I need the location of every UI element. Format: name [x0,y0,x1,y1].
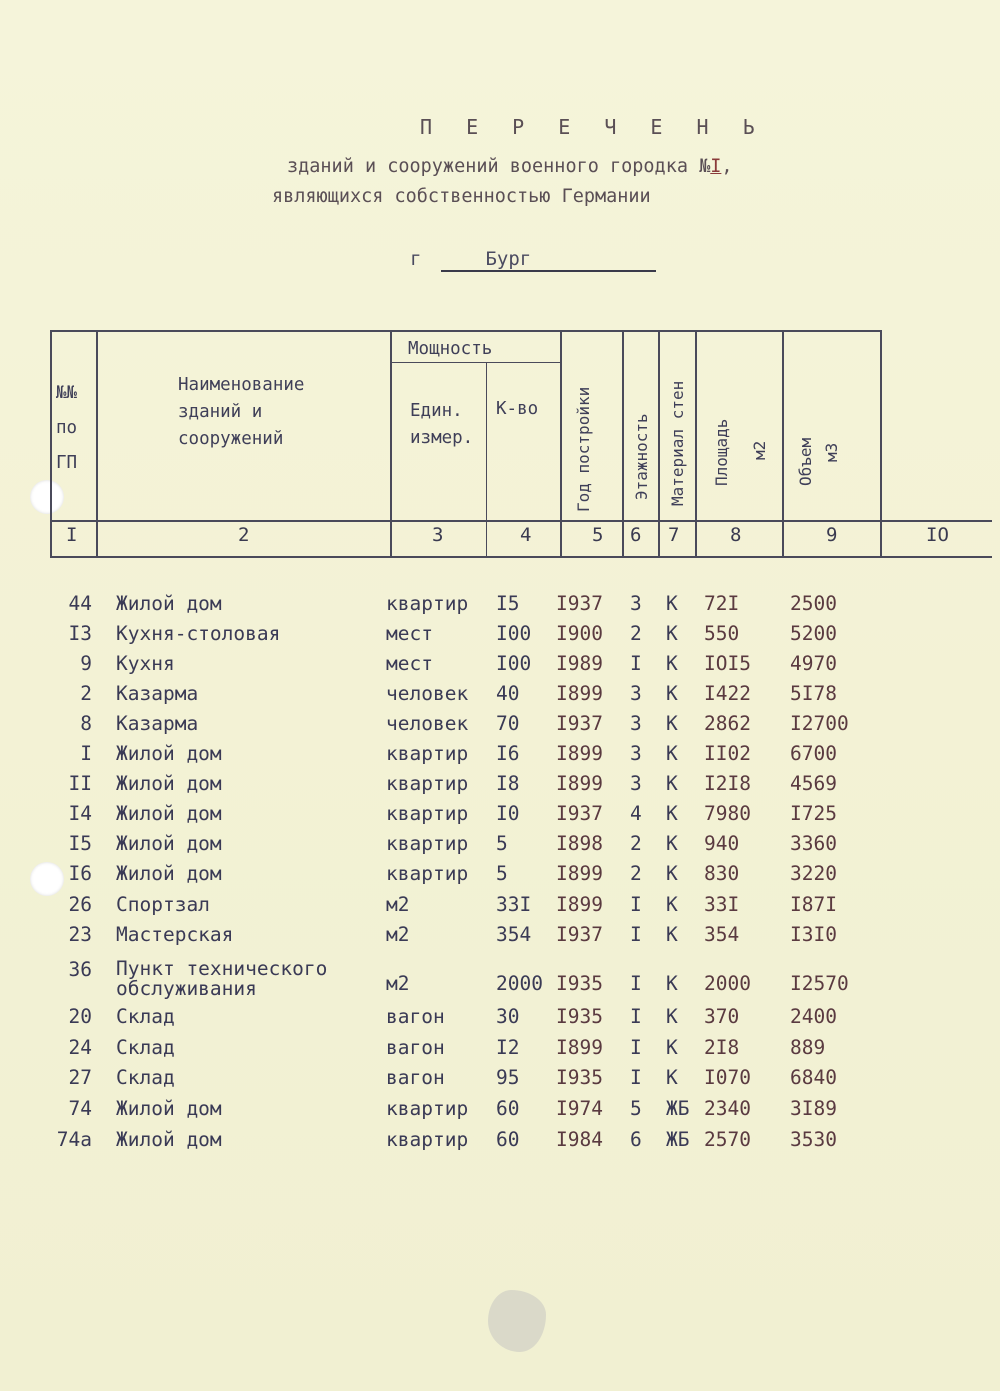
row-area: I070 [704,1066,751,1089]
punch-hole [30,480,64,514]
row-qty: 30 [496,1005,520,1028]
row-volume: 6840 [790,1066,837,1089]
row-material: К [666,622,678,645]
col-border [782,330,784,558]
row-area: 354 [704,923,740,946]
row-number: 2 [80,682,92,705]
column-number: 5 [592,524,604,546]
row-name: Склад [116,1005,175,1028]
row-floors: 4 [630,802,642,825]
row-qty: 5 [496,862,508,885]
row-name: Жилой дом [116,1128,222,1151]
row-qty: I0 [496,802,520,825]
header-year: Год постройки [574,386,593,512]
row-year: I899 [556,893,603,916]
header-col2-line: зданий и [178,402,263,423]
row-area: 830 [704,862,740,885]
header-col2-line: сооружений [178,429,284,450]
row-floors: I [630,652,642,675]
town-number: I [710,156,722,177]
row-area: 370 [704,1005,740,1028]
row-name: Склад [116,1036,175,1059]
row-number: 8 [80,712,92,735]
row-material: К [666,862,678,885]
col-border [96,330,98,558]
row-name-line: Пункт технического [116,957,328,980]
row-name: Казарма [116,712,199,735]
row-year: I989 [556,652,603,675]
column-number: I [66,524,78,546]
row-area: 2340 [704,1097,751,1120]
row-volume: 4569 [790,772,837,795]
table-row [0,652,1000,682]
table-row [0,893,1000,923]
subtitle-text: зданий и сооружений военного городка № [287,156,711,177]
row-floors: I [630,923,642,946]
row-floors: 2 [630,862,642,885]
row-year: I935 [556,1005,603,1028]
row-floors: I [630,972,642,995]
row-material: К [666,712,678,735]
column-number: 4 [520,524,532,546]
row-volume: 4970 [790,652,837,675]
row-material: К [666,832,678,855]
row-material: К [666,1066,678,1089]
row-material: К [666,742,678,765]
table-row [0,712,1000,742]
row-material: К [666,802,678,825]
row-number: 36 [68,958,92,981]
table-row [0,682,1000,712]
row-number: 74 [68,1097,92,1120]
table-row [0,802,1000,832]
col-border [560,330,562,558]
city-name: Бург [441,248,656,272]
row-unit: вагон [386,1066,445,1089]
table-row [0,622,1000,652]
header-unit-line: измер. [410,428,474,449]
row-qty: 5 [496,832,508,855]
row-qty: 95 [496,1066,520,1089]
row-floors: I [630,1005,642,1028]
row-area: 940 [704,832,740,855]
row-volume: 2500 [790,592,837,615]
row-volume: I3I0 [790,923,837,946]
column-number: 9 [826,524,838,546]
row-year: I935 [556,972,603,995]
col-border [486,362,487,558]
row-floors: 3 [630,772,642,795]
row-qty: 70 [496,712,520,735]
header-col2-line: Наименование [178,375,305,395]
row-floors: 2 [630,832,642,855]
row-qty: 60 [496,1128,520,1151]
row-unit: квартир [386,1097,469,1120]
row-number: 9 [80,652,92,675]
paper-damage-mark [488,1290,546,1352]
table-row [0,923,1000,953]
row-volume: 889 [790,1036,826,1059]
row-qty: 40 [496,682,520,705]
row-name: Жилой дом [116,832,222,855]
header-col1-line: ГП [56,453,78,473]
row-volume: 6700 [790,742,837,765]
row-floors: 3 [630,742,642,765]
row-unit: квартир [386,742,469,765]
row-unit: квартир [386,772,469,795]
row-unit: м2 [386,893,410,916]
row-area: 33I [704,893,740,916]
row-qty: I2 [496,1036,520,1059]
row-area: 2000 [704,972,751,995]
row-name: Жилой дом [116,802,222,825]
row-name: Мастерская [116,923,234,946]
row-unit: вагон [386,1036,445,1059]
col-border [658,330,660,558]
row-area: 550 [704,622,740,645]
row-year: I899 [556,742,603,765]
row-number: 23 [68,923,92,946]
column-number: 2 [238,524,250,546]
row-floors: I [630,893,642,916]
row-name-line: обслуживания [116,977,257,1000]
header-volume: Объем [796,437,815,486]
row-material: К [666,682,678,705]
row-area: 72I [704,592,740,615]
header-col1 [56,376,77,481]
row-floors: 5 [630,1097,642,1120]
col-border [622,330,624,558]
row-qty: I5 [496,592,520,615]
table-row [0,832,1000,862]
row-area: I2I8 [704,772,751,795]
row-qty: 33I [496,893,532,916]
table-row [0,742,1000,772]
row-qty: I00 [496,652,532,675]
row-material: К [666,1005,678,1028]
row-material: К [666,893,678,916]
row-number: I4 [68,802,92,825]
column-number: 8 [730,524,742,546]
table-row [0,772,1000,802]
row-year: I937 [556,802,603,825]
row-material: К [666,772,678,795]
table-row [0,592,1000,622]
table-row [0,1036,1000,1066]
table-row [0,1097,1000,1127]
row-unit: человек [386,712,469,735]
document-title: П Е Р Е Ч Е Н Ь [420,115,766,139]
header-unit-line: Един. [410,401,463,421]
row-qty: 60 [496,1097,520,1120]
col-border [880,330,882,558]
city-line [410,248,656,272]
row-area: II02 [704,742,751,765]
row-unit: мест [386,622,433,645]
header-volume-unit: м3 [822,442,841,462]
row-number: 44 [68,592,92,615]
header-capacity: Мощность [408,339,493,359]
header-area: Площадь [712,418,731,486]
row-number: I5 [68,832,92,855]
row-unit: квартир [386,592,469,615]
table-row [0,1066,1000,1096]
row-year: I974 [556,1097,603,1120]
header-unit [410,398,473,452]
row-volume: 3530 [790,1128,837,1151]
row-floors: 3 [630,682,642,705]
row-year: I935 [556,1066,603,1089]
table-row [0,957,1000,1002]
subtitle-punct: , [721,156,733,177]
row-volume: 3220 [790,862,837,885]
row-name: Жилой дом [116,772,222,795]
column-number: 7 [668,524,680,546]
row-name: Жилой дом [116,862,222,885]
header-floors: Этажность [632,413,651,500]
row-number: 74а [56,1128,92,1151]
row-name: Склад [116,1066,175,1089]
row-material: К [666,592,678,615]
row-material: К [666,1036,678,1059]
row-floors: I [630,1066,642,1089]
row-floors: 3 [630,712,642,735]
col-border [695,330,697,558]
row-material: ЖБ [666,1128,690,1151]
header-top-border [50,330,880,332]
row-year: I898 [556,832,603,855]
row-name: Кухня [116,652,175,675]
row-year: I984 [556,1128,603,1151]
header-bottom-border [50,556,992,558]
row-year: I899 [556,772,603,795]
row-number: 24 [68,1036,92,1059]
row-floors: 3 [630,592,642,615]
row-volume: 3I89 [790,1097,837,1120]
row-unit: мест [386,652,433,675]
row-number: II [68,772,92,795]
row-volume: 5200 [790,622,837,645]
row-number: I [80,742,92,765]
row-name: Кухня-столовая [116,622,281,645]
row-volume: 3360 [790,832,837,855]
col-border [50,330,52,558]
column-number: IO [926,524,949,546]
row-floors: I [630,1036,642,1059]
header-qty: К-во [496,399,539,419]
row-area: 2I8 [704,1036,740,1059]
row-number: 20 [68,1005,92,1028]
row-year: I937 [556,592,603,615]
row-unit: квартир [386,832,469,855]
row-year: I899 [556,682,603,705]
row-material: К [666,923,678,946]
row-material: ЖБ [666,1097,690,1120]
row-year: I899 [556,862,603,885]
row-volume: I725 [790,802,837,825]
row-number: 27 [68,1066,92,1089]
column-number: 3 [432,524,444,546]
row-material: К [666,652,678,675]
header-col2 [178,372,304,453]
row-number: 26 [68,893,92,916]
column-number: 6 [630,524,642,546]
row-volume: I2700 [790,712,849,735]
row-name: Жилой дом [116,742,222,765]
row-volume: 5I78 [790,682,837,705]
row-area: IOI5 [704,652,751,675]
row-area: 2862 [704,712,751,735]
row-unit: вагон [386,1005,445,1028]
row-number: I6 [68,862,92,885]
row-unit: м2 [386,923,410,946]
row-floors: 2 [630,622,642,645]
header-material: Материал стен [668,380,687,506]
document-subtitle [287,156,733,177]
row-unit: м2 [386,972,410,995]
row-unit: квартир [386,862,469,885]
table-row [0,1128,1000,1158]
row-unit: квартир [386,1128,469,1151]
row-volume: I2570 [790,972,849,995]
row-qty: 2000 [496,972,543,995]
row-qty: I00 [496,622,532,645]
city-prefix: г [410,248,422,270]
header-mid-border [50,520,992,522]
row-unit: человек [386,682,469,705]
row-volume: 2400 [790,1005,837,1028]
row-year: I937 [556,923,603,946]
row-material: К [666,972,678,995]
row-name: Казарма [116,682,199,705]
row-volume: I87I [790,893,837,916]
header-col1-line: №№ [56,383,78,403]
row-year: I937 [556,712,603,735]
header-col1-line: по [56,418,78,438]
col-border [390,330,392,558]
document-subtitle-2: являющихся собственностью Германии [272,186,651,207]
header-area-unit: м2 [750,440,769,460]
row-number: I3 [68,622,92,645]
row-name [116,959,327,999]
row-area: 2570 [704,1128,751,1151]
row-qty: I6 [496,742,520,765]
row-qty: I8 [496,772,520,795]
row-qty: 354 [496,923,532,946]
row-year: I900 [556,622,603,645]
table-row [0,1005,1000,1035]
row-area: 7980 [704,802,751,825]
table-row [0,862,1000,892]
row-floors: 6 [630,1128,642,1151]
row-unit: квартир [386,802,469,825]
row-year: I899 [556,1036,603,1059]
row-name: Жилой дом [116,1097,222,1120]
row-area: I422 [704,682,751,705]
row-name: Жилой дом [116,592,222,615]
row-name: Спортзал [116,893,210,916]
